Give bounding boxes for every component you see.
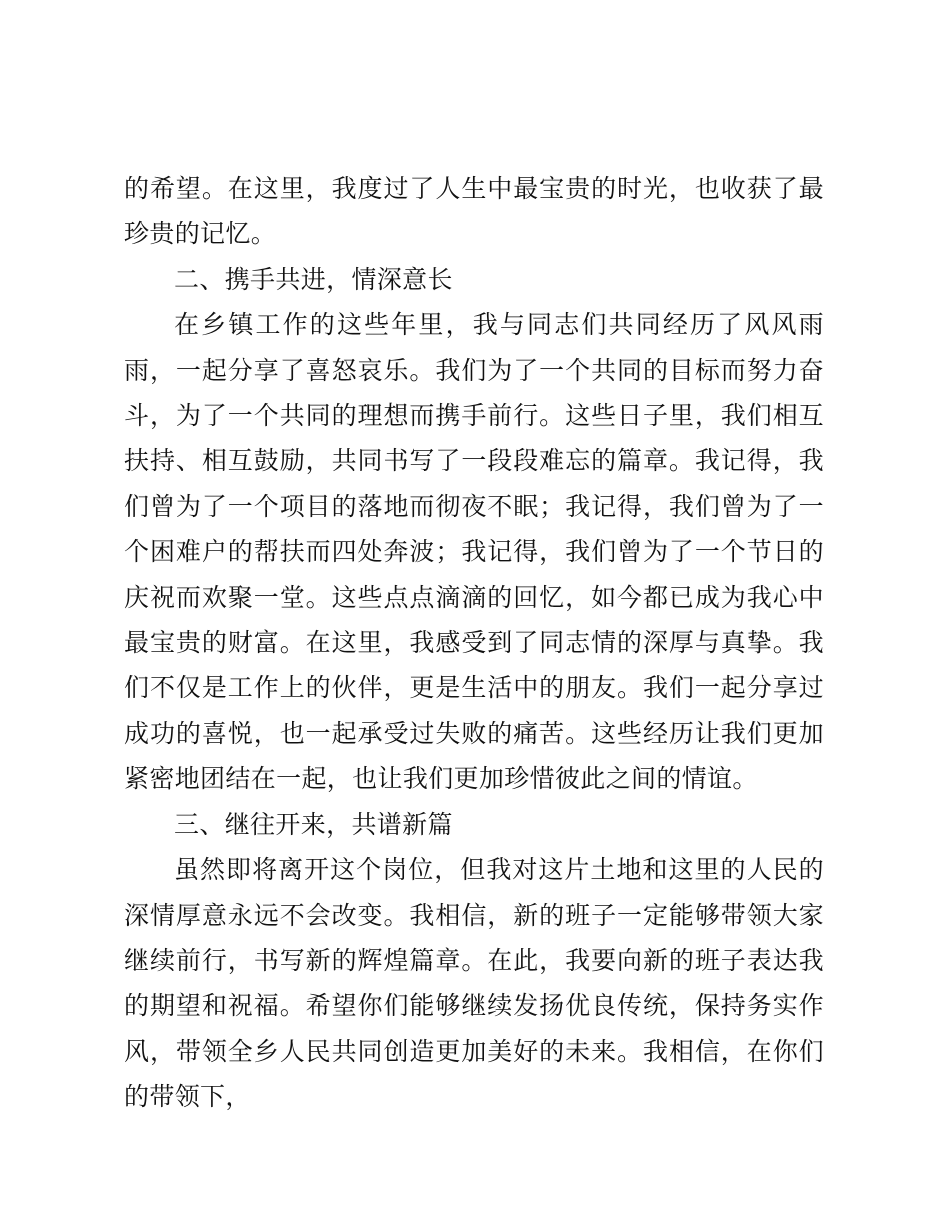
section-heading-3: 三、继往开来，共谱新篇 [174,809,453,839]
document-body [124,166,824,1120]
section-heading-2: 二、携手共进，情深意长 [174,264,453,294]
paragraph-continuation: 的希望。在这里，我度过了人生中最宝贵的时光，也收获了最珍贵的记忆。 [124,174,824,249]
paragraph-body: 在乡镇工作的这些年里，我与同志们共同经历了风风雨雨，一起分享了喜怒哀乐。我们为了一个共同的目标而努力奋斗，为了一个共同的理想而携手前行。这些日子里，我们相互扶持、相互鼓励，共同书写了一段段难忘的篇章。我记得，我们曾为了一个项目的落地而彻夜不眠；我记得，我们曾为了一个困难户的帮扶而四处奔波；我记得，我们曾为了一个节日的庆祝而欢聚一堂。这些点点滴滴的回忆，如今都已成为我心中最宝贵的财富。在这里，我感受到了同志情的深厚与真挚。我们不仅是工作上的伙伴，更是生活中的朋友。我们一起分享过成功的喜悦，也一起承受过失败的痛苦。这些经历让我们更加紧密地团结在一起，也让我们更加珍惜彼此之间的情谊。 [124,310,824,794]
paragraph-body: 虽然即将离开这个岗位，但我对这片土地和这里的人民的深情厚意永远不会改变。我相信，新的班子一定能够带领大家继续前行，书写新的辉煌篇章。在此，我要向新的班子表达我的期望和祝福。希望你们能够继续发扬优良传统，保持务实作风，带领全乡人民共同创造更加美好的未来。我相信，在你们的带领下， [124,855,824,1112]
